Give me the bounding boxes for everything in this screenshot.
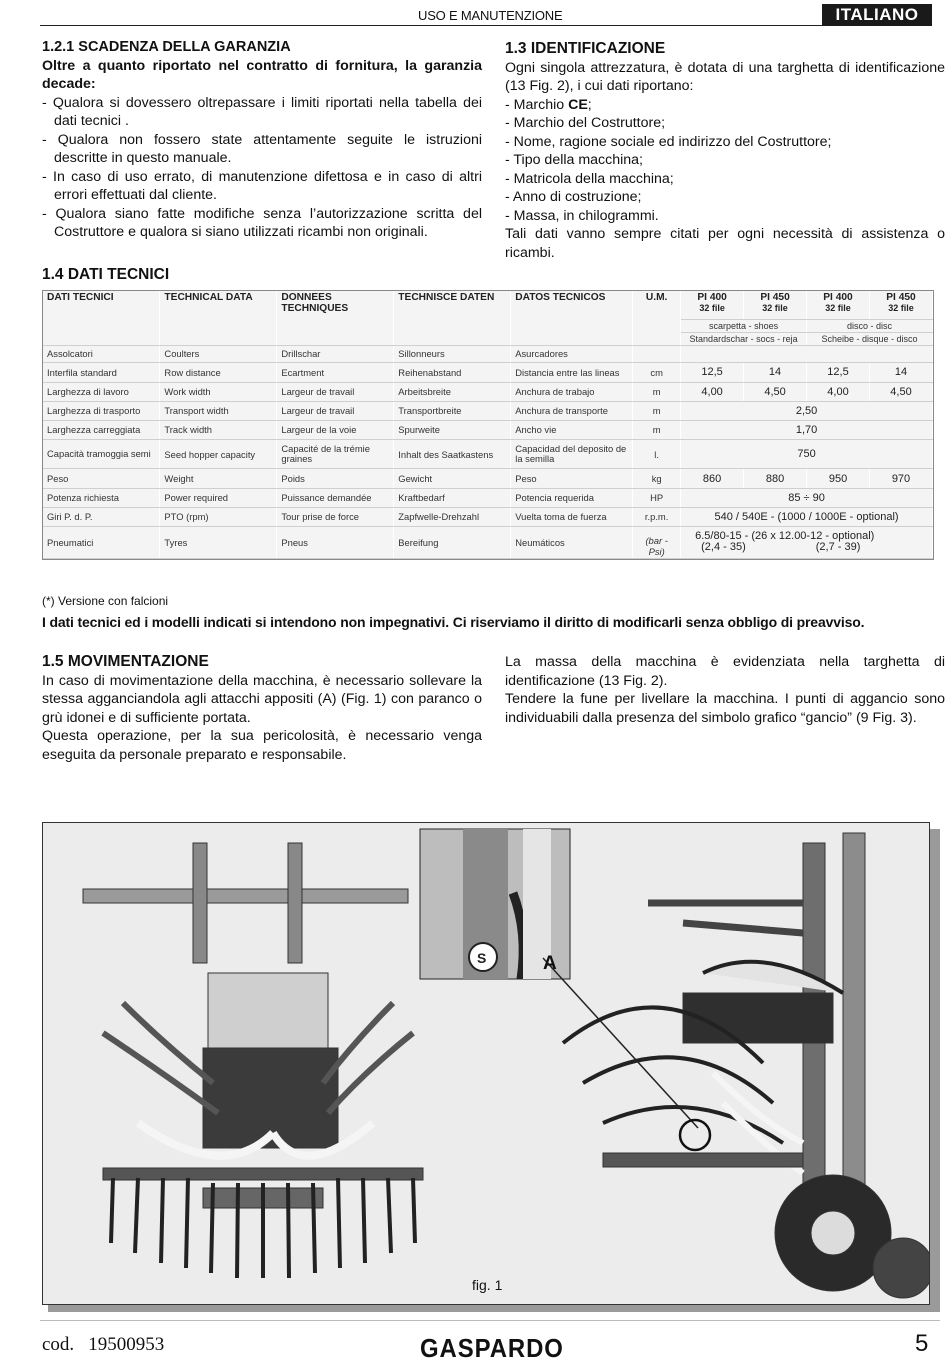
- attachment-point-label: A: [543, 953, 557, 974]
- handling-paragraph: In caso di movimentazione della macchina, è necessario sollevare la stessa agganciandola agli attacchi appositi (A) (Fig. 1) con paranco o grù idonei e di sufficiente portata.: [42, 672, 482, 726]
- warranty-item: - Qualora siano fatte modifiche senza l’autorizzazione scritta del Costruttore e qualora si siano utilizzati ricambi non originali.: [42, 205, 482, 240]
- handling-section: [42, 653, 482, 764]
- header-um: U.M.: [633, 291, 681, 345]
- handling-paragraph: Tendere la fune per livellare la macchina. I punti di aggancio sono individuabili dalla presenza del simbolo grafico “gancio” (9 Fig. 3).: [505, 691, 945, 726]
- page-number: 5: [915, 1330, 929, 1357]
- footnote: (*) Versione con falcioni: [42, 594, 169, 608]
- header-it: DATI TECNICI: [43, 291, 160, 345]
- language-badge: ITALIANO: [822, 4, 932, 26]
- brand-logo: GASPARDO: [420, 1333, 564, 1363]
- identification-item: - Massa, in chilogrammi.: [505, 207, 659, 224]
- handling-section-right: [505, 653, 945, 727]
- code-label: cod.: [42, 1334, 75, 1355]
- figure-1: [42, 822, 930, 1305]
- table-row: Interfila standard Row distance Ecartment Reihenabstand Distancia entre las lineas cm 12,5 14 12,5 14: [43, 363, 933, 382]
- handling-title: 1.5 MOVIMENTAZIONE: [42, 653, 209, 670]
- identification-section: [505, 40, 945, 262]
- table-row: Assolcatori Coulters Drillschar Sillonneurs Asurcadores: [43, 345, 933, 363]
- tech-data-table: [42, 290, 934, 560]
- identification-item: - Tipo della macchina;: [505, 152, 644, 168]
- table-row: Larghezza di trasporto Transport width Largeur de travail Transportbreite Anchura de transporte m 2,50: [43, 401, 933, 420]
- identification-intro: Ogni singola attrezzatura, è dotata di una targhetta di identificazione (13 Fig. 2), i cui dati riportano:: [505, 59, 945, 94]
- identification-title: 1.3 IDENTIFICAZIONE: [505, 40, 666, 57]
- warranty-section: [42, 38, 482, 242]
- table-row: Larghezza di lavoro Work width Largeur de travail Arbeitsbreite Anchura de trabajo m 4,00 4,50 4,00 4,50: [43, 382, 933, 401]
- table-row: Pneumatici Tyres Pneus Bereifung Neumáticos (bar - Psi) 6.5/80-15 - (26 x 12.00-12 - optional) (2,4 - 35) (2,7 - 39): [43, 526, 933, 558]
- disc-variant: disco - disc: [807, 319, 933, 332]
- tech-data-title: 1.4 DATI TECNICI: [42, 266, 170, 283]
- warranty-item: - Qualora si dovessero oltrepassare i limiti riportati nella tabella dei dati tecnici .: [42, 94, 482, 129]
- tyre-cell: 6.5/80-15 - (26 x 12.00-12 - optional) (2,4 - 35) (2,7 - 39): [681, 526, 933, 558]
- footer-rule: [40, 1320, 940, 1321]
- code-number: 19500953: [88, 1334, 165, 1355]
- header-es: DATOS TECNICOS: [511, 291, 633, 345]
- disclaimer: I dati tecnici ed i modelli indicati si intendono non impegnativi. Ci riserviamo il diritto di modificarli senza obbligo di preavviso.: [42, 614, 865, 630]
- header-de: TECHNISCE DATEN: [394, 291, 511, 345]
- identification-item: - Anno di costruzione;: [505, 189, 642, 205]
- table-row: Capacità tramoggia semi Seed hopper capacity Capacité de la trémie graines Inhalt des Saatkastens Capacidad del deposito de la semilla l. 750: [43, 440, 933, 469]
- identification-item: - Nome, ragione sociale ed indirizzo del Costruttore;: [505, 133, 832, 150]
- header-fr: DONNEES TECHNIQUES: [277, 291, 394, 345]
- table-row: Peso Weight Poids Gewicht Peso kg 860 880 950 970: [43, 469, 933, 488]
- seed-drill-illustration: [43, 823, 930, 1305]
- ce-suffix: ;: [587, 96, 592, 113]
- warranty-item: - In caso di uso errato, di manutenzione difettosa e in caso di altri errori effettuati dal cliente.: [42, 168, 482, 203]
- figure-caption: fig. 1: [472, 1277, 503, 1293]
- identification-ce-item: [505, 96, 945, 115]
- shoe-variant-2: Standardschar - socs - reja: [681, 332, 807, 345]
- identification-outro: Tali dati vanno sempre citati per ogni necessità di assistenza o ricambi.: [505, 226, 945, 261]
- warranty-title: 1.2.1 SCADENZA DELLA GARANZIA: [42, 39, 291, 55]
- ce-prefix: - Marchio: [505, 96, 569, 113]
- table-row: Giri P. d. P. PTO (rpm) Tour prise de force Zapfwelle-Drehzahl Vuelta toma de fuerza r.p.m. 540 / 540E - (1000 / 1000E - optional): [43, 507, 933, 526]
- header-model: PI 400 32 file: [807, 291, 870, 319]
- header-model: PI 450 32 file: [869, 291, 932, 319]
- handling-paragraph: La massa della macchina è evidenziata nella targhetta di identificazione (13 Fig. 2).: [505, 654, 945, 689]
- shoe-variant: scarpetta - shoes: [681, 319, 807, 332]
- table-row: Potenza richiesta Power required Puissance demandée Kraftbedarf Potencia requerida HP 85 ÷ 90: [43, 488, 933, 507]
- warranty-item: - Qualora non fossero state attentamente seguite le istruzioni descritte in questo manuale.: [42, 131, 482, 166]
- hook-symbol: S: [477, 950, 487, 966]
- header-en: TECHNICAL DATA: [160, 291, 277, 345]
- identification-item: - Marchio del Costruttore;: [505, 115, 666, 131]
- handling-paragraph: Questa operazione, per la sua pericolosità, è necessario venga eseguita da personale preparato e responsabile.: [42, 728, 482, 763]
- document-code: [42, 1334, 164, 1356]
- ce-mark: CE: [568, 96, 588, 113]
- header-model: PI 400 32 file: [681, 291, 744, 319]
- warranty-intro: Oltre a quanto riportato nel contratto di fornitura, la garanzia decade:: [42, 57, 482, 92]
- header-model: PI 450 32 file: [744, 291, 807, 319]
- identification-item: - Matricola della macchina;: [505, 170, 674, 187]
- table-row: Larghezza carreggiata Track width Largeur de la voie Spurweite Ancho vie m 1,70: [43, 420, 933, 439]
- header-section-title: USO E MANUTENZIONE: [418, 8, 563, 23]
- disc-variant-2: Scheibe - disque - disco: [807, 332, 933, 345]
- header-rule: [40, 25, 830, 26]
